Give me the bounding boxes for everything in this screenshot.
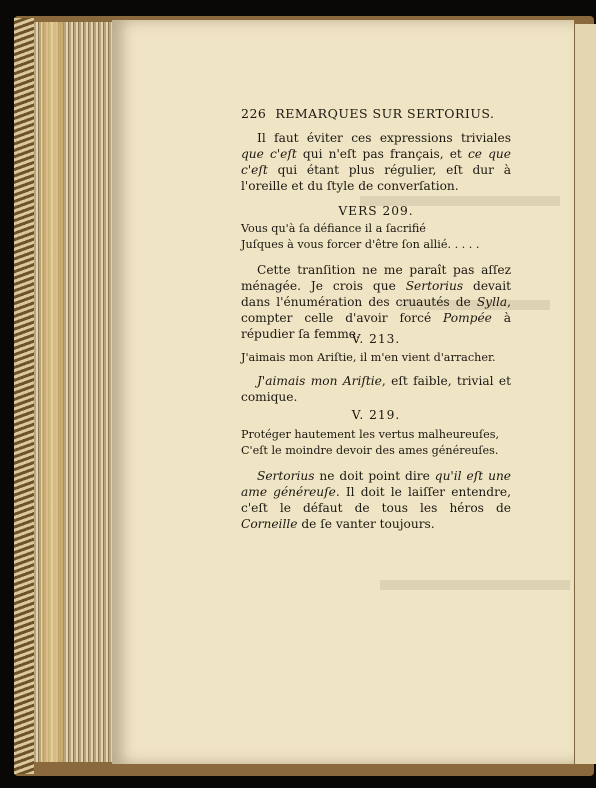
paragraph-1: Il faut éviter ces expressions triviales que c'eſt qui n'eſt pas français, et ce que c'eſt qui étant plus régulier, eſt dur à l'oreille et du ſtyle de converſation. <box>241 131 511 193</box>
section-heading-v-213: V. 213. <box>351 332 401 346</box>
page-number: 226 <box>241 106 267 121</box>
paragraph-4: Sertorius ne doit point dire qu'il eſt une ame généreuſe. Il doit le laiſſer entendre, c'eſt le défaut de tous les héros de Corneille de ſe vanter toujours. <box>241 469 512 531</box>
section-heading-v-219: V. 219. <box>351 408 401 422</box>
gilt-edge <box>42 22 64 762</box>
verse-quote-1: Vous qu'à ſa défiance il a ſacrifié Juſques à vous forcer d'être ſon allié. . . . . <box>241 222 480 251</box>
facing-page-edge <box>572 24 596 764</box>
verse-quote-3: Protéger hautement les vertus malheureuſes, C'eſt le moindre devoir des ames généreuſes. <box>241 428 500 457</box>
paragraph-2: Cette tranſition ne me paraît pas aſſez ménagée. Je crois que Sertorius devait dans l'énumération des cruautés de Sylla, compter celle d'avoir forcé Pompée à répudier ſa femme. <box>241 263 512 341</box>
running-header <box>241 106 511 121</box>
section-heading-vers-209: VERS 209. <box>338 204 414 218</box>
paragraph-3: J'aimais mon Ariſtie, eſt faible, trivial et comique. <box>241 374 511 404</box>
spine-binding <box>14 18 34 774</box>
verse-quote-2: J'aimais mon Ariſtie, il m'en vient d'arracher. <box>241 351 496 364</box>
running-title: REMARQUES SUR SERTORIUS. <box>275 106 495 121</box>
page-edges <box>34 22 120 762</box>
